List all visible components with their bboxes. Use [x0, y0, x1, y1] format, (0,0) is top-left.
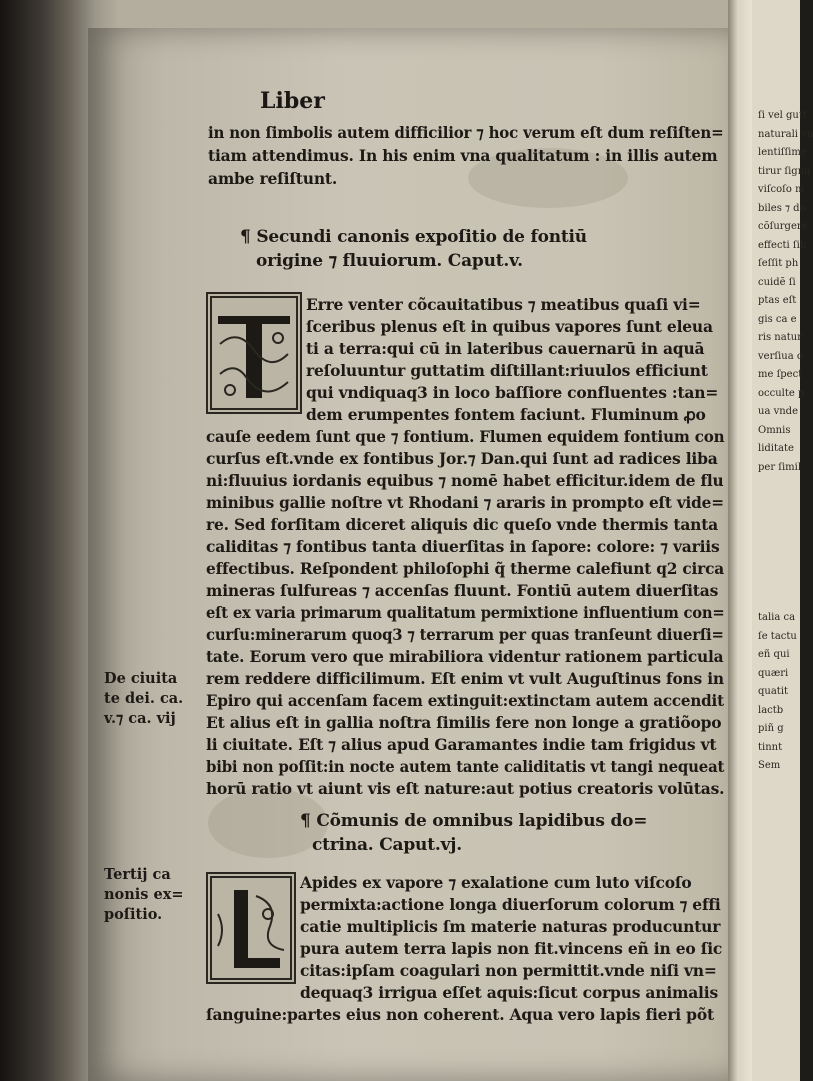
text-line: ti a terra:qui cū in lateribus cauernarū in aquā	[306, 339, 705, 358]
text-line: Et alius eſt in gallia noſtra ſimilis fere non longe a gratiõopo	[206, 713, 722, 732]
facing-page-line: Omnis	[758, 424, 791, 436]
facing-page-line: ſe tactu	[758, 630, 797, 642]
text-line: permixta:actione longa diuerſorum colorum ⁊ effi	[300, 895, 721, 914]
facing-page-line: me ſpect	[758, 369, 803, 380]
text-line: in non ſimbolis autem difficilior ⁊ hoc verum eſt dum reſiſten=	[208, 123, 724, 142]
text-line: eſt ex varia primarum qualitatum permixtione influentium con=	[206, 603, 725, 622]
facing-page-line: ſeſſit ph	[758, 258, 799, 269]
text-line: curſus eſt.vnde ex fontibus Jor.⁊ Dan.qui ſunt ad radices liba	[206, 449, 718, 468]
facing-page-line: cõſurgere	[758, 221, 808, 232]
facing-page-line: occulte p	[758, 387, 805, 399]
facing-page-line: effecti ſib	[758, 239, 807, 251]
running-head: Liber	[260, 88, 325, 114]
facing-page-line: verſiua o	[758, 350, 803, 362]
text-line: pura autem terra lapis non fit.vincens eñ in eo ſic	[300, 939, 723, 958]
facing-page-line: quatit	[758, 686, 789, 697]
text-line: caliditas ⁊ fontibus tanta diuerſitas in ſapore: colore: ⁊ variis	[206, 537, 720, 556]
woodcut-initial-icon	[208, 874, 294, 982]
facing-page-line: cuidẽ ſi	[758, 276, 796, 288]
text-line: Erre venter cõcauitatibus ⁊ meatibus quaſi vi=	[306, 295, 701, 314]
text-line: cauſe eedem ſunt que ⁊ fontium. Flumen equidem fontium con	[206, 427, 725, 446]
decorated-initial-l	[206, 872, 296, 984]
marginal-line: nonis ex=	[104, 886, 184, 903]
text-line: mineras ſulfureas ⁊ accenſas fluunt. Fontiū autem diuerſitas	[206, 581, 719, 600]
text-line: ſanguine:partes eius non coherent. Aqua vero lapis fieri põt	[206, 1005, 714, 1024]
text-line: tiam attendimus. In his enim vna qualitatum : in illis autem	[208, 146, 718, 165]
decorated-initial-t	[206, 292, 302, 414]
facing-page-line: talia ca	[758, 612, 796, 623]
text-line: catie multiplicis ſm materie naturas producuntur	[300, 917, 721, 936]
facing-page-line: ptas eſt	[758, 295, 797, 306]
facing-page-line: gis ca e	[758, 313, 797, 325]
book-gutter	[728, 0, 752, 1081]
facing-page-line: ſi vel gutt	[758, 110, 807, 121]
chapter-heading-line: ¶ Cõmunis de omnibus lapidibus do=	[300, 811, 648, 831]
facing-page-line: lentiſſime	[758, 147, 807, 158]
text-line: qui vndiquaq3 in loco baſſiore confluentes :tan=	[306, 383, 719, 402]
text-line: Apides ex vapore ⁊ exalatione cum luto viſcoſo	[300, 873, 692, 892]
facing-page-line: biles ⁊ do	[758, 202, 806, 214]
chapter-heading-line: ctrina. Caput.vj.	[312, 835, 462, 855]
text-line: effectibus. Reſpondent philoſophi q̃ therme calefiunt q2 circa	[206, 559, 724, 578]
text-line: curſu:minerarum quoq3 ⁊ terrarum per quas tranſeunt diuerſi=	[206, 625, 724, 644]
facing-page-line: naturali vn	[758, 128, 813, 140]
facing-page-line: ris natur	[758, 332, 802, 343]
text-line: bibi non poſſit:in nocte autem tante caliditatis vt tangi nequeat	[206, 757, 725, 776]
facing-page-line: ua vnde	[758, 406, 798, 417]
chapter-heading-line: origine ⁊ fluuiorum. Caput.v.	[256, 251, 523, 271]
text-line: dem erumpentes fontem faciunt. Fluminum ꝓo	[306, 405, 706, 424]
facing-page-line: quæri	[758, 667, 789, 679]
text-line: reſoluuntur guttatim diſtillant:riuulos efficiunt	[306, 361, 708, 380]
chapter-heading-line: ¶ Secundi canonis expoſitio de fontiū	[240, 227, 587, 247]
marginal-line: te dei. ca.	[104, 690, 184, 707]
text-line: ſceribus plenus eſt in quibus vapores ſunt eleua	[306, 317, 713, 336]
marginal-line: Tertij ca	[104, 866, 171, 883]
text-line: li ciuitate. Eſt ⁊ alius apud Garamantes indie tam frigidus vt	[206, 735, 717, 754]
marginal-line: v.⁊ ca. vij	[104, 710, 176, 727]
facing-page-line: tinnt	[758, 741, 783, 753]
marginal-line: De ciuita	[104, 670, 178, 687]
text-line: ni:fluuius iordanis equibus ⁊ nomē habet efficitur.idem de flu	[206, 471, 724, 490]
text-line: tate. Eorum vero que mirabiliora videntur rationem particula	[206, 647, 724, 666]
text-line: Epiro qui accenſam facem extinguit:extinctam autem accendit	[206, 691, 724, 710]
facing-page-line: eñ qui	[758, 649, 790, 660]
text-line: citas:ipſam coagulari non permittit.vnde niſi vn=	[300, 961, 717, 980]
text-line: rem reddere difficilimum. Eſt enim vt vult Auguſtinus fons in	[206, 669, 724, 688]
marginal-line: poſitio.	[104, 906, 163, 923]
text-line: horū ratio vt aiunt vis eſt nature:aut potius creatoris volūtas.	[206, 779, 725, 798]
facing-page-line: Sem	[758, 760, 781, 771]
text-line: dequaq3 irrigua eſſet aquis:ſicut corpus animalis	[300, 983, 718, 1002]
woodcut-initial-icon	[208, 294, 300, 412]
facing-page-line: lactb	[758, 704, 784, 716]
facing-page-line: piñ g	[758, 723, 784, 734]
facing-page-line: tirur ſignu	[758, 165, 811, 177]
facing-page-line: liditate	[758, 443, 794, 454]
text-line: ambe reſiſtunt.	[208, 169, 338, 188]
facing-page-fragment	[752, 0, 813, 1081]
text-line: re. Sed forſitam diceret aliquis dic queſo vnde thermis tanta	[206, 515, 719, 534]
facing-page-line: per ſimil	[758, 461, 802, 473]
facing-page-line: viſcoſo m	[758, 184, 805, 195]
text-line: minibus gallie noſtre vt Rhodani ⁊ araris in prompto eſt vide=	[206, 493, 724, 512]
